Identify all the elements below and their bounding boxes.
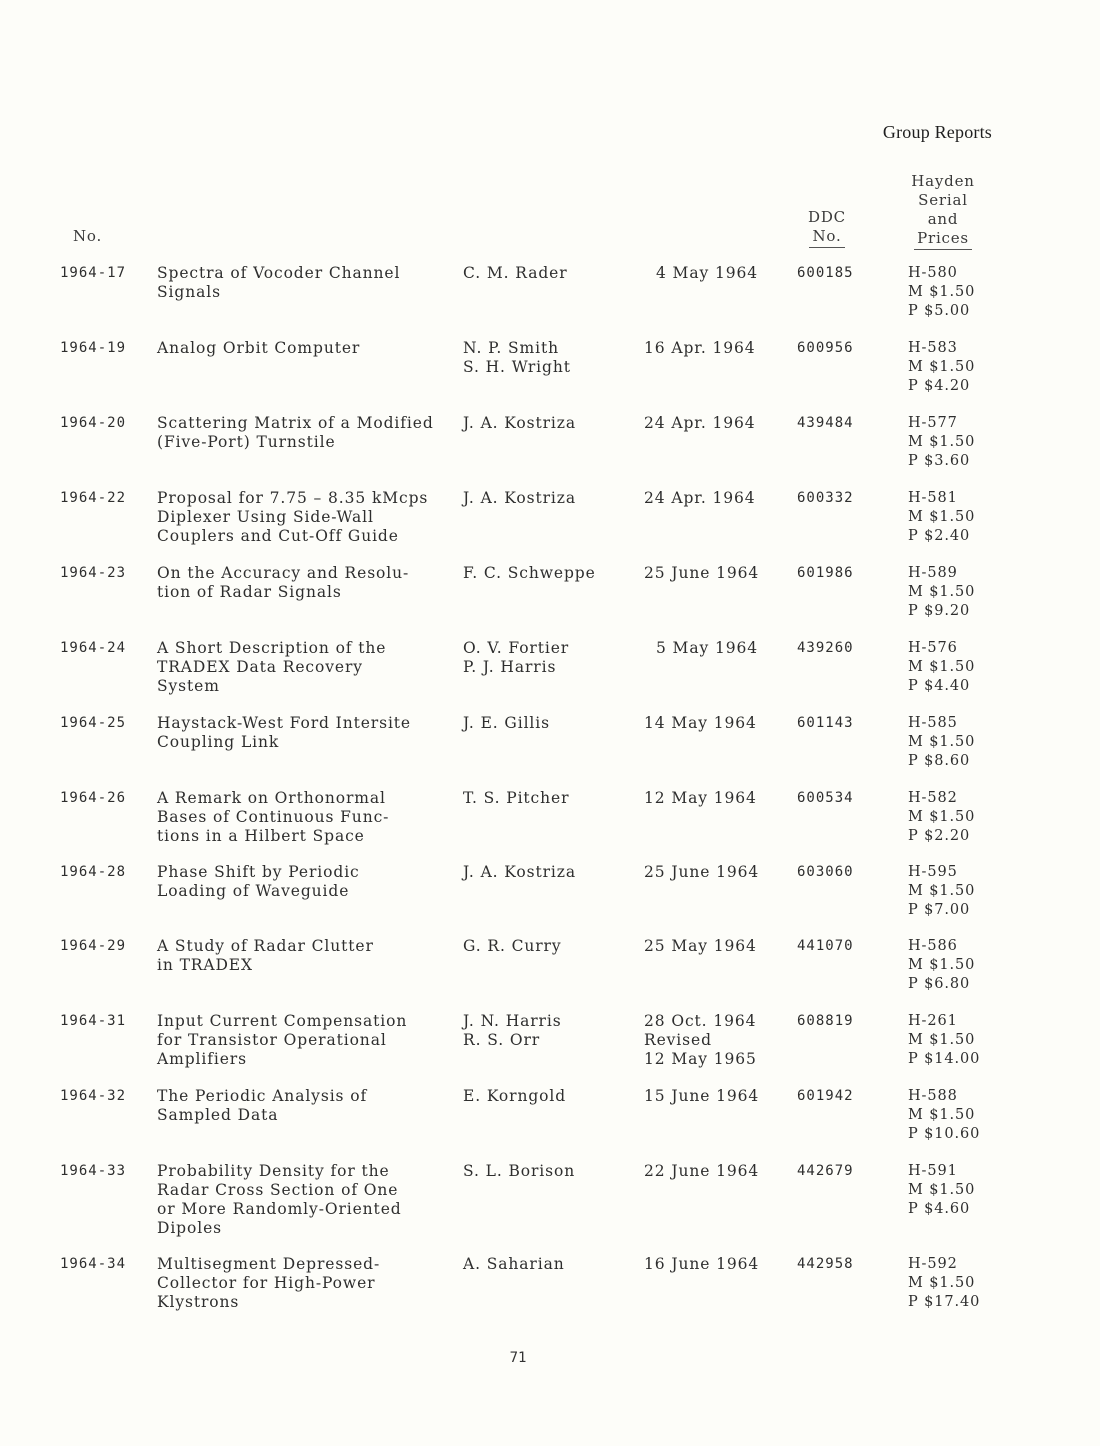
report-title: Proposal for 7.75 – 8.35 kMcps Diplexer Using Side-Wall Couplers and Cut-Off Guide bbox=[157, 489, 429, 545]
report-author: C. M. Rader bbox=[463, 264, 568, 282]
report-number: 1964-31 bbox=[60, 1013, 127, 1029]
report-ddc-number: 601143 bbox=[797, 715, 854, 731]
report-ddc-number: 600956 bbox=[797, 340, 854, 356]
report-author: F. C. Schweppe bbox=[463, 564, 596, 582]
report-title: Phase Shift by Periodic Loading of Waveguide bbox=[157, 863, 360, 900]
report-date: 25 June 1964 bbox=[644, 863, 760, 881]
report-author: J. A. Kostriza bbox=[463, 489, 576, 507]
column-header-ddc bbox=[790, 208, 864, 248]
report-date: 14 May 1964 bbox=[644, 714, 757, 732]
report-ddc-number: 603060 bbox=[797, 864, 854, 880]
report-title: On the Accuracy and Resolu- tion of Radar Signals bbox=[157, 564, 410, 601]
report-hayden-prices: H-592 M $1.50 P $17.40 bbox=[908, 1256, 981, 1310]
report-date: 24 Apr. 1964 bbox=[644, 489, 756, 507]
report-number: 1964-29 bbox=[60, 938, 127, 954]
hayden-header-line4: Prices bbox=[914, 229, 972, 250]
report-author: E. Korngold bbox=[463, 1087, 567, 1105]
report-hayden-prices: H-577 M $1.50 P $3.60 bbox=[908, 415, 976, 469]
report-number: 1964-19 bbox=[60, 340, 127, 356]
report-author: G. R. Curry bbox=[463, 937, 562, 955]
report-hayden-prices: H-595 M $1.50 P $7.00 bbox=[908, 864, 976, 918]
report-title: A Short Description of the TRADEX Data Recovery System bbox=[157, 639, 387, 695]
report-author: N. P. Smith S. H. Wright bbox=[463, 339, 571, 376]
report-number: 1964-33 bbox=[60, 1163, 127, 1179]
report-number: 1964-24 bbox=[60, 640, 127, 656]
report-author: T. S. Pitcher bbox=[463, 789, 570, 807]
report-date: 25 June 1964 bbox=[644, 564, 760, 582]
report-number: 1964-22 bbox=[60, 490, 127, 506]
ddc-header-line1: DDC bbox=[808, 208, 846, 226]
report-date: 16 Apr. 1964 bbox=[644, 339, 756, 357]
report-number: 1964-17 bbox=[60, 265, 127, 281]
report-date: 5 May 1964 bbox=[655, 639, 758, 657]
report-ddc-number: 600332 bbox=[797, 490, 854, 506]
report-ddc-number: 601942 bbox=[797, 1088, 854, 1104]
report-ddc-number: 608819 bbox=[797, 1013, 854, 1029]
report-number: 1964-23 bbox=[60, 565, 127, 581]
report-title: Spectra of Vocoder Channel Signals bbox=[157, 264, 401, 301]
report-hayden-prices: H-580 M $1.50 P $5.00 bbox=[908, 265, 976, 319]
report-title: Probability Density for the Radar Cross Section of One or More Randomly-Oriented Dipoles bbox=[157, 1162, 402, 1237]
report-date: 24 Apr. 1964 bbox=[644, 414, 756, 432]
report-title: A Study of Radar Clutter in TRADEX bbox=[157, 937, 374, 974]
report-hayden-prices: H-591 M $1.50 P $4.60 bbox=[908, 1163, 976, 1217]
report-author: J. A. Kostriza bbox=[463, 863, 576, 881]
report-title: The Periodic Analysis of Sampled Data bbox=[157, 1087, 368, 1124]
section-title: Group Reports bbox=[882, 122, 992, 142]
report-number: 1964-25 bbox=[60, 715, 127, 731]
report-ddc-number: 601986 bbox=[797, 565, 854, 581]
hayden-header-line1: Hayden bbox=[911, 172, 975, 190]
report-title: Scattering Matrix of a Modified (Five-Port) Turnstile bbox=[157, 414, 434, 451]
report-number: 1964-28 bbox=[60, 864, 127, 880]
report-title: A Remark on Orthonormal Bases of Continuous Func- tions in a Hilbert Space bbox=[157, 789, 390, 845]
column-header-no: No. bbox=[73, 227, 103, 245]
report-ddc-number: 439484 bbox=[797, 415, 854, 431]
column-header-hayden bbox=[900, 172, 986, 250]
report-number: 1964-32 bbox=[60, 1088, 127, 1104]
report-title: Multisegment Depressed- Collector for High-Power Klystrons bbox=[157, 1255, 381, 1311]
report-ddc-number: 442958 bbox=[797, 1256, 854, 1272]
report-date: 15 June 1964 bbox=[644, 1087, 760, 1105]
report-title: Haystack-West Ford Intersite Coupling Link bbox=[157, 714, 412, 751]
report-author: J. N. Harris R. S. Orr bbox=[463, 1012, 562, 1049]
report-ddc-number: 439260 bbox=[797, 640, 854, 656]
report-number: 1964-34 bbox=[60, 1256, 127, 1272]
hayden-header-line2: Serial bbox=[918, 191, 968, 209]
report-number: 1964-26 bbox=[60, 790, 127, 806]
report-author: A. Saharian bbox=[463, 1255, 565, 1273]
report-author: J. E. Gillis bbox=[463, 714, 550, 732]
report-hayden-prices: H-261 M $1.50 P $14.00 bbox=[908, 1013, 981, 1067]
report-title: Input Current Compensation for Transistor Operational Amplifiers bbox=[157, 1012, 408, 1068]
ddc-header-line2: No. bbox=[809, 227, 844, 248]
page-number: 71 bbox=[509, 1350, 527, 1366]
report-hayden-prices: H-586 M $1.50 P $6.80 bbox=[908, 938, 976, 992]
report-hayden-prices: H-585 M $1.50 P $8.60 bbox=[908, 715, 976, 769]
report-hayden-prices: H-576 M $1.50 P $4.40 bbox=[908, 640, 976, 694]
report-author: O. V. Fortier P. J. Harris bbox=[463, 639, 570, 676]
report-hayden-prices: H-583 M $1.50 P $4.20 bbox=[908, 340, 976, 394]
report-date: 4 May 1964 bbox=[655, 264, 758, 282]
report-date: 25 May 1964 bbox=[644, 937, 757, 955]
report-author: S. L. Borison bbox=[463, 1162, 576, 1180]
report-hayden-prices: H-581 M $1.50 P $2.40 bbox=[908, 490, 976, 544]
report-date: 22 June 1964 bbox=[644, 1162, 760, 1180]
report-ddc-number: 441070 bbox=[797, 938, 854, 954]
report-title: Analog Orbit Computer bbox=[157, 339, 361, 357]
report-date: 12 May 1964 bbox=[644, 789, 757, 807]
report-hayden-prices: H-589 M $1.50 P $9.20 bbox=[908, 565, 976, 619]
report-number: 1964-20 bbox=[60, 415, 127, 431]
hayden-header-line3: and bbox=[927, 210, 959, 228]
report-ddc-number: 442679 bbox=[797, 1163, 854, 1179]
report-hayden-prices: H-582 M $1.50 P $2.20 bbox=[908, 790, 976, 844]
report-date: 28 Oct. 1964 Revised 12 May 1965 bbox=[644, 1012, 757, 1068]
report-date: 16 June 1964 bbox=[644, 1255, 760, 1273]
report-author: J. A. Kostriza bbox=[463, 414, 576, 432]
report-ddc-number: 600534 bbox=[797, 790, 854, 806]
report-hayden-prices: H-588 M $1.50 P $10.60 bbox=[908, 1088, 981, 1142]
report-ddc-number: 600185 bbox=[797, 265, 854, 281]
